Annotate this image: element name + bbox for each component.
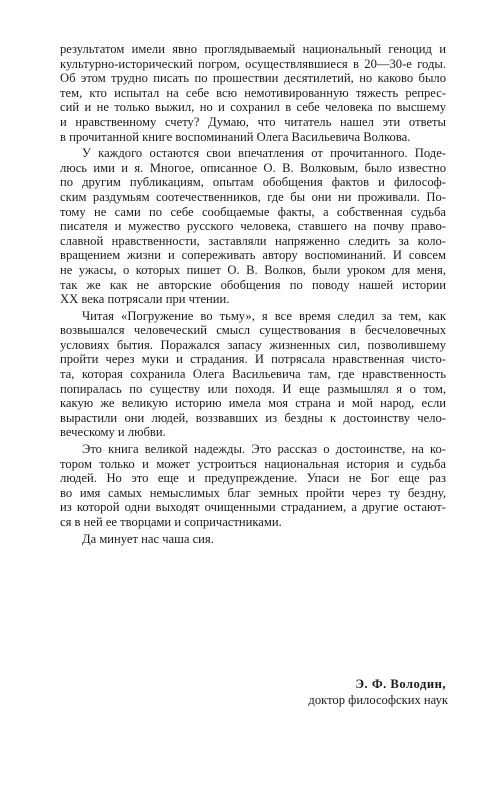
- text-line: так же как не авторские обобщения по поводу нашей истории: [60, 277, 446, 292]
- text-line: XX века потрясали при чтении.: [60, 292, 230, 307]
- text-line: культурно-исторический погром, осуществлявшиеся в 20—30-е годы.: [60, 56, 446, 71]
- paragraph: [60, 42, 446, 144]
- paragraph: [60, 442, 446, 530]
- text-line: людей. Но это еще и предупреждение. Упаси не Бог еще раз: [60, 471, 446, 486]
- text-line: сий и не только выжил, но и сохранил в себе человека по высшему: [60, 100, 446, 115]
- signature-block: [60, 676, 448, 708]
- text-line: по другим публикациям, опытам обобщения фактов и философ-: [60, 175, 446, 190]
- text-line: Да минует нас чаша сия.: [82, 531, 214, 546]
- text-line: ся в ней ее творцами и сопричастниками.: [60, 515, 282, 529]
- text-line: возвышался человеческий смысл существования в бесчеловечных: [60, 323, 446, 338]
- text-line: вырастили они людей, воззвавших из бездны к достоинству чело-: [60, 410, 446, 425]
- text-line: результатом имели явно проглядываемый национальный геноцид и: [60, 42, 446, 56]
- text-line: Об этом трудно писать по прошествии десятилетий, но каково было: [60, 71, 446, 86]
- text-line: какую же великую историю имела моя страна и мой народ, если: [60, 396, 446, 411]
- text-line: та, которая сохранила Олега Васильевича там, где нравственность: [60, 367, 446, 382]
- text-line: и нравственному счету? Думаю, что читатель нашел эти ответы: [60, 114, 446, 129]
- text-line: писателя и мужество русского человека, ставшего на почву право-: [60, 219, 446, 234]
- author-title: доктор философских наук: [308, 693, 448, 707]
- text-line: в прочитанной книге воспоминаний Олега Васильевича Волкова.: [60, 129, 411, 144]
- text-line: пройти через муки и страдания. И потрясала нравственная чисто-: [60, 352, 446, 367]
- paragraph: [60, 532, 446, 547]
- text-line: из которой одни выходят очищенными страданием, а другие остают-: [60, 500, 446, 515]
- text-line: условиях бытия. Поражался запасу жизненных сил, позволившему: [60, 337, 446, 352]
- text-line: попиралась по существу или походя. И еще размышлял я о том,: [60, 381, 446, 396]
- text-line: У каждого остаются свои впечатления от прочитанного. Поде-: [82, 146, 446, 161]
- text-line: веческому и любви.: [60, 425, 166, 440]
- text-line: тому не сами по себе сообщаемые факты, а собственная судьба: [60, 204, 446, 219]
- text-line: люсь ими и я. Многое, описанное О. В. Волковым, было известно: [60, 160, 446, 175]
- text-line: Это книга великой надежды. Это рассказ о достоинстве, на ко-: [82, 442, 446, 457]
- text-line: тором только и может устроиться национальная история и судьба: [60, 456, 446, 471]
- text-line: тем, кто испытал на себе всю немотивированную тяжесть репрес-: [60, 85, 446, 100]
- text-line: во имя самых немыслимых благ земных пройти через ту бездну,: [60, 485, 446, 500]
- text-line: ским раздумьям соотечественников, где бы они ни проживали. По-: [60, 189, 446, 204]
- text-line: не ужасы, о которых пишет О. В. Волков, были уроком для меня,: [60, 262, 446, 277]
- text-line: вращением жизни и сопереживать автору воспоминаний. И совсем: [60, 248, 446, 263]
- paragraph: [60, 309, 446, 440]
- document-body: [60, 42, 446, 546]
- author-name: Э. Ф. Володин,: [355, 677, 446, 691]
- paragraph: [60, 146, 446, 307]
- text-line: славной нравственности, заставляли напряженно следить за коло-: [60, 233, 446, 248]
- text-line: Читая «Погружение во тьму», я все время следил за тем, как: [82, 308, 446, 323]
